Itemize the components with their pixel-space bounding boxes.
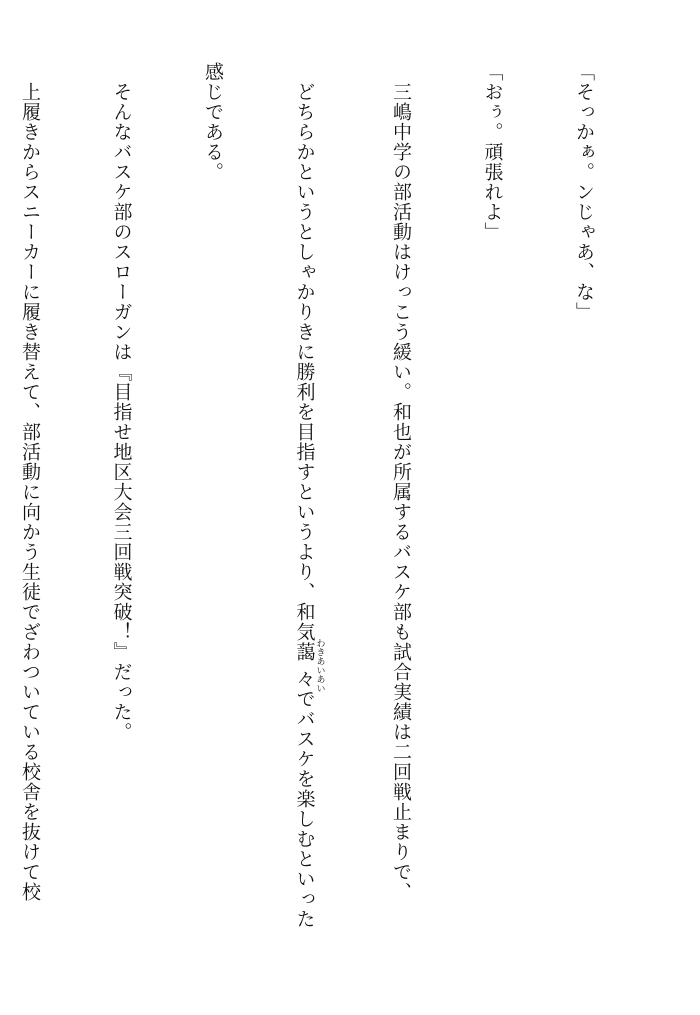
text-column-7: 上履きからスニーカーに履き替えて、部活動に向かう生徒でざわついている校舎を抜けて校: [19, 62, 41, 902]
vertical-text-body: [19, 62, 660, 962]
text-column-4-part-a: どちらかというとしゃかりきに勝利を目指すというより、和気: [293, 62, 316, 642]
text-column-5: 感じである。: [202, 62, 224, 182]
text-column-4: [289, 62, 325, 962]
text-column-3: 三嶋中学の部活動はけっこう緩い。和也が所属するバスケ部も試合実績は二回戦止まりで、: [390, 62, 412, 902]
text-column-6: そんなバスケ部のスローガンは『目指せ地区大会三回戦突破！』だった。: [110, 62, 133, 742]
text-column-1: 「そっかぁ。ンじゃあ、な」: [573, 62, 595, 322]
furigana-wakiaiai: 藹々 わきあいあい: [293, 638, 325, 693]
text-column-4-part-b: でバスケを楽しむといった: [293, 689, 316, 929]
text-column-2: 「おぅ。頑張れよ」: [481, 62, 504, 242]
